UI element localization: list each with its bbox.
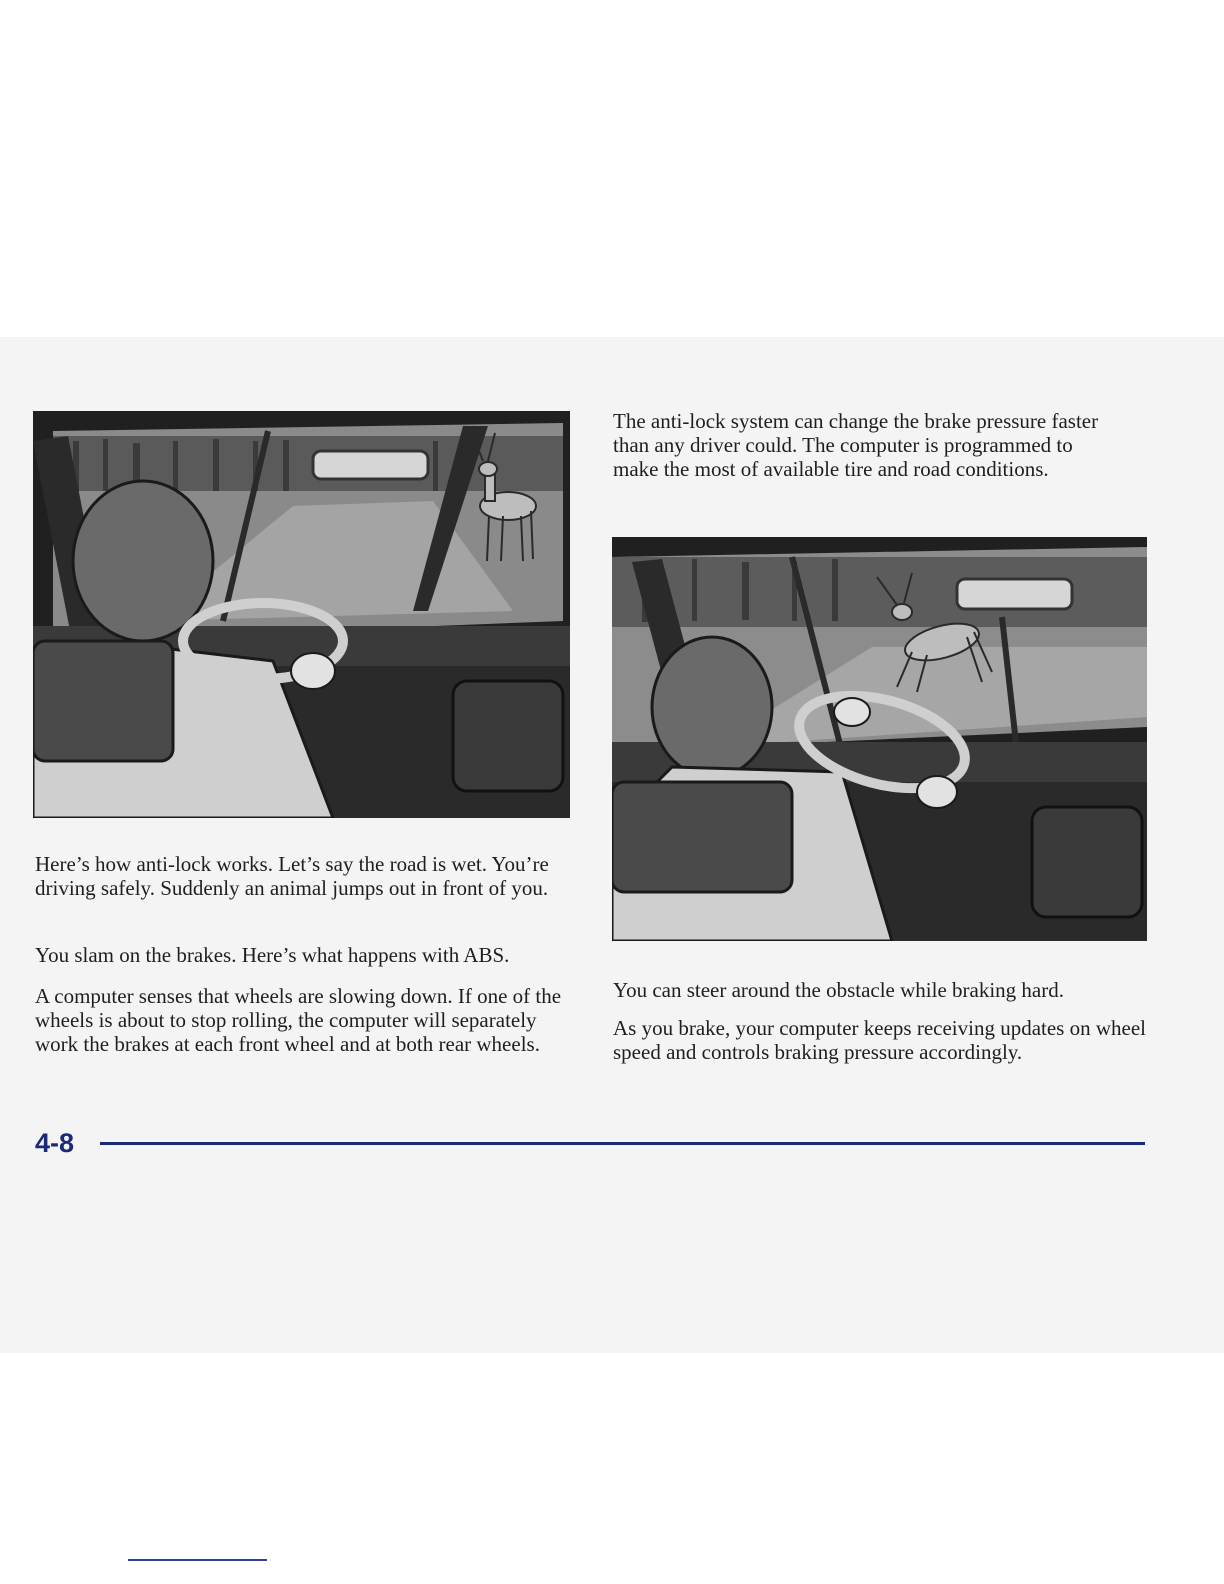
- driver-sees-deer-drawing: [33, 411, 570, 818]
- illustration-driver-sees-deer: [33, 411, 570, 818]
- paragraph-anti-lock-speed: The anti-lock system can change the brake pressure faster than any driver could. The computer is programmed to make the most of available tire and road conditions.: [613, 409, 1099, 481]
- paragraph-computer-updates: As you brake, your computer keeps receiving updates on wheel speed and controls braking pressure accordingly.: [613, 1016, 1146, 1064]
- paragraph-computer-senses: A computer senses that wheels are slowing down. If one of the wheels is about to stop rolling, the computer will separately work the brakes at each front wheel and at both rear wheels.: [35, 984, 562, 1056]
- page-number: 4-8: [35, 1128, 75, 1158]
- paragraph-steer-around: You can steer around the obstacle while braking hard.: [613, 978, 1064, 1002]
- paragraph-slam-brakes: You slam on the brakes. Here’s what happens with ABS.: [35, 943, 510, 967]
- footer-rule: [100, 1142, 1145, 1145]
- paragraph-how-anti-lock-works: Here’s how anti-lock works. Let’s say the road is wet. You’re driving safely. Suddenly an animal jumps out in front of you.: [35, 852, 549, 900]
- driver-steers-around-deer-drawing: [612, 537, 1147, 941]
- bottom-divider: [128, 1559, 267, 1561]
- illustration-driver-steers-around-deer: [612, 537, 1147, 941]
